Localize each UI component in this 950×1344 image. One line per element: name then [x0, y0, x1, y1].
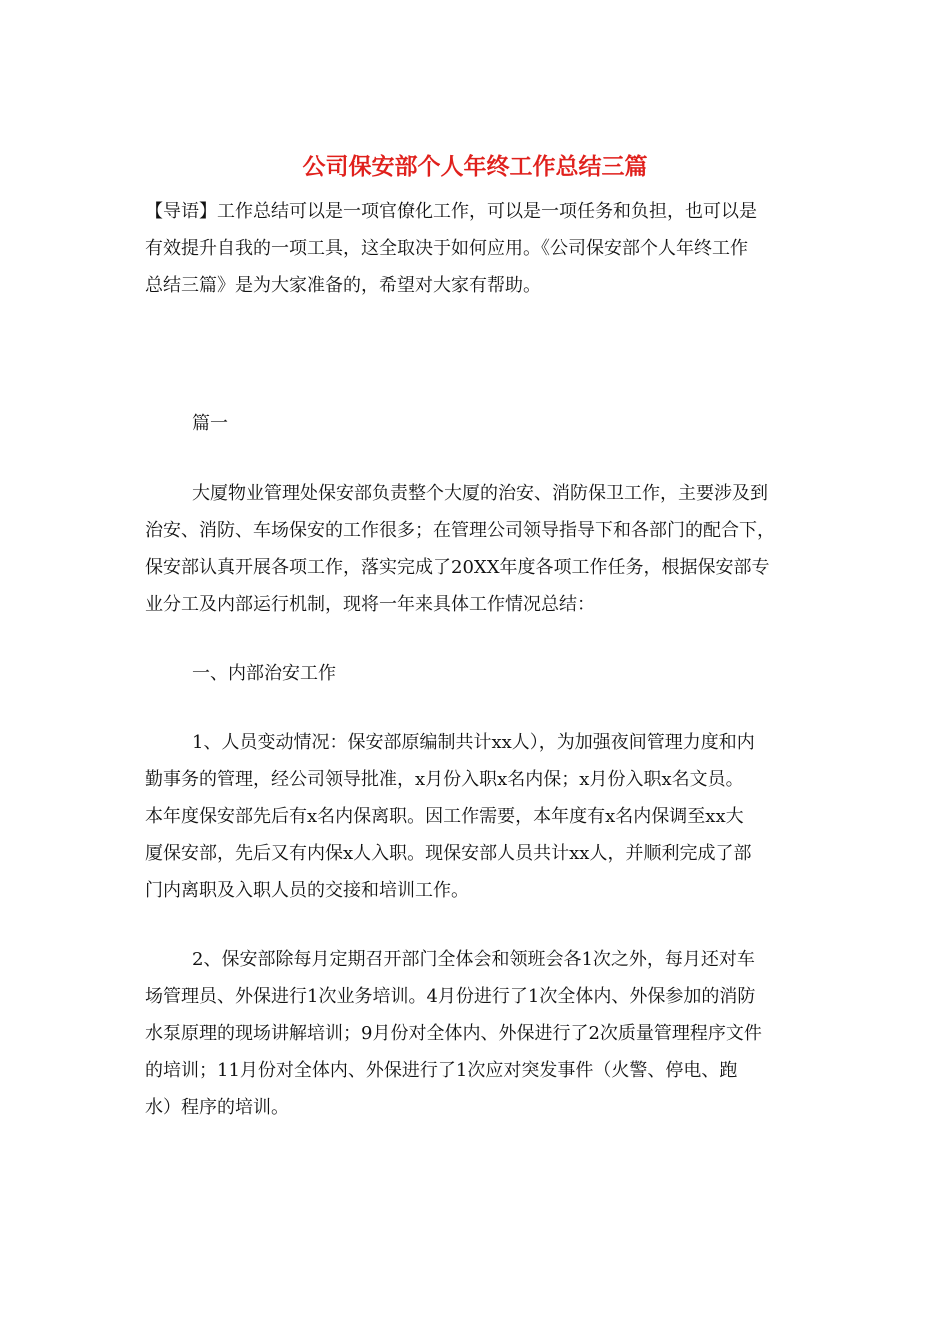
section-heading	[145, 405, 815, 442]
subheading-1	[145, 655, 815, 692]
paragraph-2	[145, 724, 815, 909]
paragraph-line: 的培训；11月份对全体内、外保进行了1次应对突发事件（火警、停电、跑	[145, 1060, 738, 1081]
paragraph-3	[145, 941, 815, 1126]
intro-line: 有效提升自我的一项工具，这全取决于如何应用。《公司保安部个人年终工作	[145, 238, 748, 259]
subheading-text: 一、内部治安工作	[192, 663, 336, 684]
paragraph-1	[145, 475, 815, 623]
paragraph-line: 场管理员、外保进行1次业务培训。4月份进行了1次全体内、外保参加的消防	[145, 986, 756, 1007]
paragraph-line: 业分工及内部运行机制，现将一年来具体工作情况总结：	[145, 594, 595, 615]
paragraph-line: 水）程序的培训。	[145, 1097, 289, 1118]
paragraph-line: 厦保安部，先后又有内保x人入职。现保安部人员共计xx人，并顺利完成了部	[145, 843, 752, 864]
intro-line: 总结三篇》是为大家准备的，希望对大家有帮助。	[145, 275, 541, 296]
paragraph-line: 保安部认真开展各项工作，落实完成了20XX年度各项工作任务，根据保安部专	[145, 557, 770, 578]
section-heading-text: 篇一	[192, 413, 228, 434]
paragraph-line: 大厦物业管理处保安部负责整个大厦的治安、消防保卫工作，主要涉及到	[192, 483, 768, 504]
paragraph-line: 门内离职及入职人员的交接和培训工作。	[145, 880, 469, 901]
paragraph-line: 勤事务的管理，经公司领导批准，x月份入职x名内保；x月份入职x名文员。	[145, 769, 744, 790]
intro-line: 【导语】工作总结可以是一项官僚化工作，可以是一项任务和负担，也可以是	[145, 201, 757, 222]
paragraph-line: 1、人员变动情况：保安部原编制共计xx人），为加强夜间管理力度和内	[192, 732, 755, 753]
paragraph-line: 本年度保安部先后有x名内保离职。因工作需要，本年度有x名内保调至xx大	[145, 806, 744, 827]
paragraph-line: 2、保安部除每月定期召开部门全体会和领班会各1次之外，每月还对车	[192, 949, 755, 970]
intro-paragraph	[145, 193, 815, 304]
paragraph-line: 治安、消防、车场保安的工作很多；在管理公司领导指导下和各部门的配合下，	[145, 520, 775, 541]
paragraph-line: 水泵原理的现场讲解培训；9月份对全体内、外保进行了2次质量管理程序文件	[145, 1023, 762, 1044]
document-title: 公司保安部个人年终工作总结三篇	[302, 153, 648, 180]
